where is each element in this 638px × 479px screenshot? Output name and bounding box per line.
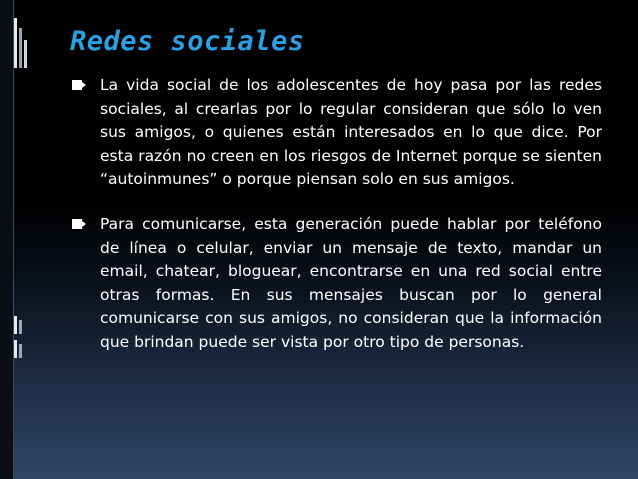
slide-title: Redes sociales bbox=[70, 26, 305, 57]
bullet-text: La vida social de los adolescentes de hoy pasa por las redes sociales, al crearlas por lo regular consideran que sólo lo ven sus amigos, o quienes están interesados en lo que dice. Por esta razón no creen en los riesgos de Internet porque se sienten “autoinmunes” o porque piensan solo en sus amigos. bbox=[100, 76, 602, 189]
square-arrow-bullet-icon bbox=[72, 80, 82, 90]
slide-content bbox=[72, 74, 602, 355]
square-arrow-bullet-icon bbox=[72, 219, 82, 229]
decorative-bars-top bbox=[14, 18, 28, 68]
bullet-item bbox=[72, 213, 602, 355]
bullet-text: Para comunicarse, esta generación puede hablar por teléfono de línea o celular, enviar un mensaje de texto, mandar un email, chatear, bloguear, encontrarse en una red social entre otras formas. En sus mensajes buscan por lo general comunicarse con sus amigos, no consideran que la información que brindan puede ser vista por otro tipo de personas. bbox=[100, 214, 602, 351]
bullet-item bbox=[72, 74, 602, 192]
left-accent-bar bbox=[0, 0, 13, 479]
decorative-bars-bottom bbox=[14, 316, 28, 360]
